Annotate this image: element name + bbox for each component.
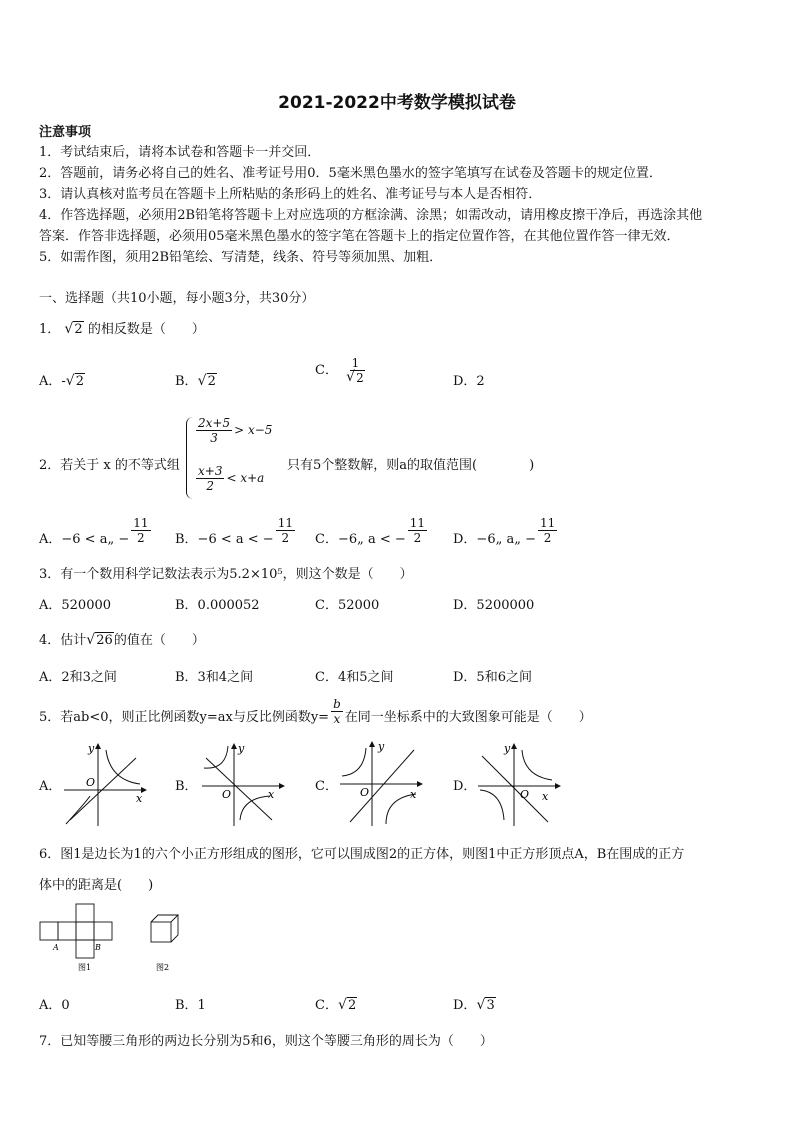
q1-option-b: B．√ 2 <box>175 370 217 389</box>
svg-text:y: y <box>504 742 511 755</box>
svg-text:y: y <box>88 742 95 755</box>
svg-text:x: x <box>268 788 275 801</box>
q2-option-a: A．−6 < a„ − $\frac{11}{2}$ <box>39 516 149 547</box>
q2-option-c: C．−6„ a < − $\frac{11}{2}$ <box>315 516 426 547</box>
q5-option-b-label: B． <box>175 779 198 794</box>
sqrt-symbol: √ 2 <box>64 322 83 337</box>
q2-option-d: D．−6„ a„ − $\frac{11}{2}$ <box>453 516 556 547</box>
section-heading: 一、选择题（共10小题，每小题3分，共30分） <box>39 291 315 306</box>
svg-text:O: O <box>222 788 232 801</box>
q2-option-b: B．−6 < a < − $\frac{11}{2}$ <box>175 516 293 547</box>
question-4: 4．估计√ 26的值在（ ） <box>39 629 205 648</box>
q6-option-c: C．√ 2 <box>315 994 357 1013</box>
notes-line-3: 3．请认真核对监考员在答题卡上所粘贴的条形码上的姓名、准考证号与本人是否相符． <box>39 187 542 202</box>
question-5: 5．若ab<0，则正比例函数y=ax与反比例函数y= $\frac{b}{x}$ 在同一坐标系中的大致图象可能是（ ） <box>39 697 592 726</box>
svg-text:O: O <box>520 788 530 801</box>
q6-option-a: A．0 <box>39 998 70 1013</box>
q4-option-c: C．4和5之间 <box>315 670 394 685</box>
inequality-1: $\frac{2x+5}{3}$ > x−5 <box>198 416 273 445</box>
svg-text:O: O <box>86 776 96 789</box>
q6-line-2: 体中的距离是( ) <box>39 878 154 893</box>
notes-line-6: 5．如需作图，须用2B铅笔绘、写清楚，线条、符号等须加黑、加粗． <box>39 250 443 265</box>
svg-text:B: B <box>95 943 101 952</box>
svg-text:A: A <box>53 943 59 952</box>
notes-line-1: 1．考试结束后，请将本试卷和答题卡一并交回． <box>39 145 321 160</box>
svg-text:y: y <box>378 740 385 753</box>
graph-d <box>476 740 566 828</box>
svg-text:图1: 图1 <box>78 963 92 972</box>
svg-text:O: O <box>360 786 370 799</box>
q2-text-1: 2．若关于 x 的不等式组 <box>39 458 180 473</box>
q3-option-a: A．520000 <box>39 598 112 613</box>
q6-line-1: 6．图1是边长为1的六个小正方形组成的图形，它可以围成图2的正方体，则图1中正方形顶点A，B在围成的正方 <box>39 847 685 862</box>
inequality-2: $\frac{x+3}{2}$ < x+a <box>198 464 265 493</box>
q5-option-d-label: D． <box>453 779 477 794</box>
question-1 <box>39 318 205 337</box>
brace <box>186 417 193 499</box>
figure-2-cube <box>148 912 188 974</box>
question-3: 3．有一个数用科学记数法表示为5.2×10⁵，则这个数是（ ） <box>39 567 413 582</box>
graph-a <box>62 740 152 828</box>
notes-line-4: 4．作答选择题，必须用2B铅笔将答题卡上对应选项的方框涂满、涂黑；如需改动，请用橡皮擦干净后，再选涂其他 <box>39 208 703 223</box>
q4-option-d: D．5和6之间 <box>453 670 532 685</box>
q6-option-b: B．1 <box>175 998 206 1013</box>
q5-option-a-label: A． <box>39 779 62 794</box>
q3-option-b: B．0.000052 <box>175 598 260 613</box>
notes-line-2: 2．答题前，请务必将自己的姓名、准考证号用0．5毫米黑色墨水的签字笔填写在试卷及答题卡的规定位置． <box>39 166 662 181</box>
figure-1-cube-net <box>38 902 128 974</box>
q6-option-d: D．√ 3 <box>453 994 496 1013</box>
notes-line-5: 答案．作答非选择题，必须用05毫米黑色墨水的签字笔在答题卡上的指定位置作答，在其他位置作答一律无效． <box>39 229 680 244</box>
svg-text:图2: 图2 <box>156 963 170 972</box>
q4-option-b: B．3和4之间 <box>175 670 254 685</box>
svg-text:x: x <box>542 790 549 803</box>
q5-option-c-label: C． <box>315 779 338 794</box>
graph-c <box>338 740 428 828</box>
q1-option-c: C． 1 √ 2 <box>315 356 369 385</box>
q1-option-d: D．2 <box>453 374 485 389</box>
svg-text:y: y <box>238 742 245 755</box>
q1-text: 的相反数是（ ） <box>87 322 205 337</box>
q2-text-2: 只有5个整数解，则a的取值范围( ) <box>287 458 535 473</box>
svg-text:x: x <box>410 788 417 801</box>
graph-b <box>200 740 290 828</box>
svg-text:x: x <box>136 792 143 805</box>
question-7: 7．已知等腰三角形的两边长分别为5和6，则这个等腰三角形的周长为（ ） <box>39 1034 493 1049</box>
q1-number: 1． <box>39 322 61 337</box>
page-title: 2021-2022中考数学模拟试卷 <box>278 93 516 113</box>
q4-option-a: A．2和3之间 <box>39 670 117 685</box>
q1-option-a: A．-√ 2 <box>39 370 85 389</box>
q3-option-c: C．52000 <box>315 598 380 613</box>
notes-heading: 注意事项 <box>39 125 92 140</box>
q3-option-d: D．5200000 <box>453 598 535 613</box>
